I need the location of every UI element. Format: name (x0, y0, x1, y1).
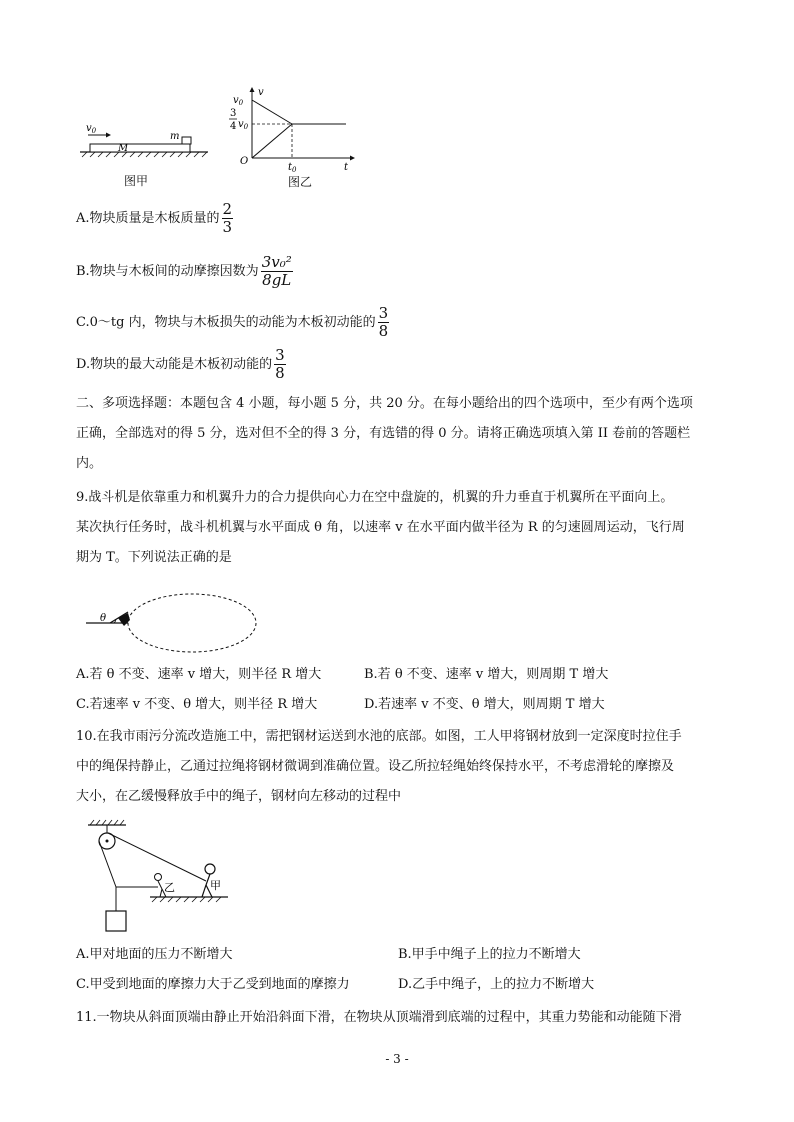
q11-line1: 11.一物块从斜面顶端由静止开始沿斜面下滑，在物块从顶端滑到底端的过程中，其重力势能和动能随下滑 (76, 1010, 682, 1025)
label-M: M (118, 143, 129, 154)
q10-option-d: D.乙手中绳子，上的拉力不断增大 (398, 977, 595, 992)
axis-v-label: v (258, 87, 264, 98)
label-v0: $v_0$ (86, 123, 97, 135)
fraction: $\frac{3}{8}$ (378, 304, 389, 340)
q8-option-d (76, 347, 286, 382)
q9-line3: 期为 T。下列说法正确的是 (76, 550, 232, 565)
fraction: $\frac{\text{3v₀²}}{8gL}$ (261, 253, 292, 289)
option-text: D.物块的最大动能是木板初动能的 (76, 357, 273, 372)
label-frac-den: 4 (230, 121, 237, 132)
q8-option-b (76, 254, 293, 289)
figure-jia (78, 118, 213, 190)
page-number: - 3 - (385, 1052, 409, 1066)
label-m: m (170, 131, 180, 142)
q10-line1: 10.在我市雨污分流改造施工中，需把钢材运送到水池的底部。如图，工人甲将钢材放到一定深度时拉住手 (76, 729, 682, 744)
caption-yi: 图乙 (288, 175, 313, 189)
q10-line3: 大小，在乙缓慢释放手中的绳子，钢材向左移动的过程中 (76, 789, 402, 804)
option-text: B.物块与木板间的动摩擦因数为 (76, 264, 259, 279)
section2-line1: 二、多项选择题：本题包含 4 小题，每小题 5 分，共 20 分。在每小题给出的四个选项中，至少有两个选项 (76, 396, 693, 411)
caption-jia: 图甲 (124, 174, 149, 188)
label-frac-num: 3 (230, 108, 237, 119)
label-theta: θ (100, 613, 107, 624)
fraction: $\frac{2}{3}$ (222, 200, 233, 236)
q9-option-c: C.若速率 v 不变、θ 增大，则半径 R 增大 (76, 697, 318, 712)
figure-yi (228, 86, 358, 190)
q8-option-a (76, 201, 233, 236)
fraction: $\frac{3}{8}$ (275, 346, 285, 382)
axis-t-label: t (344, 162, 349, 173)
q10-option-c: C.甲受到地面的摩擦力大于乙受到地面的摩擦力 (76, 977, 350, 992)
label-origin: O (240, 156, 249, 167)
q9-line1: 9.战斗机是依靠重力和机翼升力的合力提供向心力在空中盘旋的，机翼的升力垂直于机翼所在平面向上。 (76, 490, 674, 505)
label-t0: $t_0$ (288, 162, 297, 174)
q9-option-a: A.若 θ 不变、速率 v 增大，则半径 R 增大 (76, 667, 322, 682)
q10-line2: 中的绳保持静止，乙通过拉绳将钢材微调到准确位置。设乙所拉轻绳始终保持水平，不考虑滑轮的摩擦及 (76, 759, 675, 774)
pulley-diagram (78, 815, 248, 940)
label-frac-v0: $v_0$ (238, 119, 249, 131)
q10-figure (78, 815, 248, 940)
option-text: A.物块质量是木板质量的 (76, 211, 220, 226)
q10-option-b: B.甲手中绳子上的拉力不断增大 (398, 947, 581, 962)
q9-line2: 某次执行任务时，战斗机机翼与水平面成 θ 角，以速率 v 在水平面内做半径为 R 的匀速圆周运动，飞行周 (76, 520, 685, 535)
label-jia: 甲 (210, 879, 221, 892)
q9-option-d: D.若速率 v 不变、θ 增大，则周期 T 增大 (364, 697, 605, 712)
q8-option-c (76, 305, 389, 340)
circular-flight-diagram (80, 590, 260, 660)
q9-figure (80, 590, 260, 660)
label-v0-axis: $v_0$ (233, 95, 244, 107)
option-text: C.0～tg 内，物块与木板损失的动能为木板初动能的 (76, 315, 376, 330)
section2-line3: 内。 (76, 456, 103, 471)
section2-line2: 正确，全部选对的得 5 分，选对但不全的得 3 分，有选错的得 0 分。请将正确选项填入第 II 卷前的答题栏 (76, 426, 691, 441)
q10-option-a: A.甲对地面的压力不断增大 (76, 947, 233, 962)
q9-option-b: B.若 θ 不变、速率 v 增大，则周期 T 增大 (364, 667, 609, 682)
label-yi: 乙 (164, 881, 175, 894)
